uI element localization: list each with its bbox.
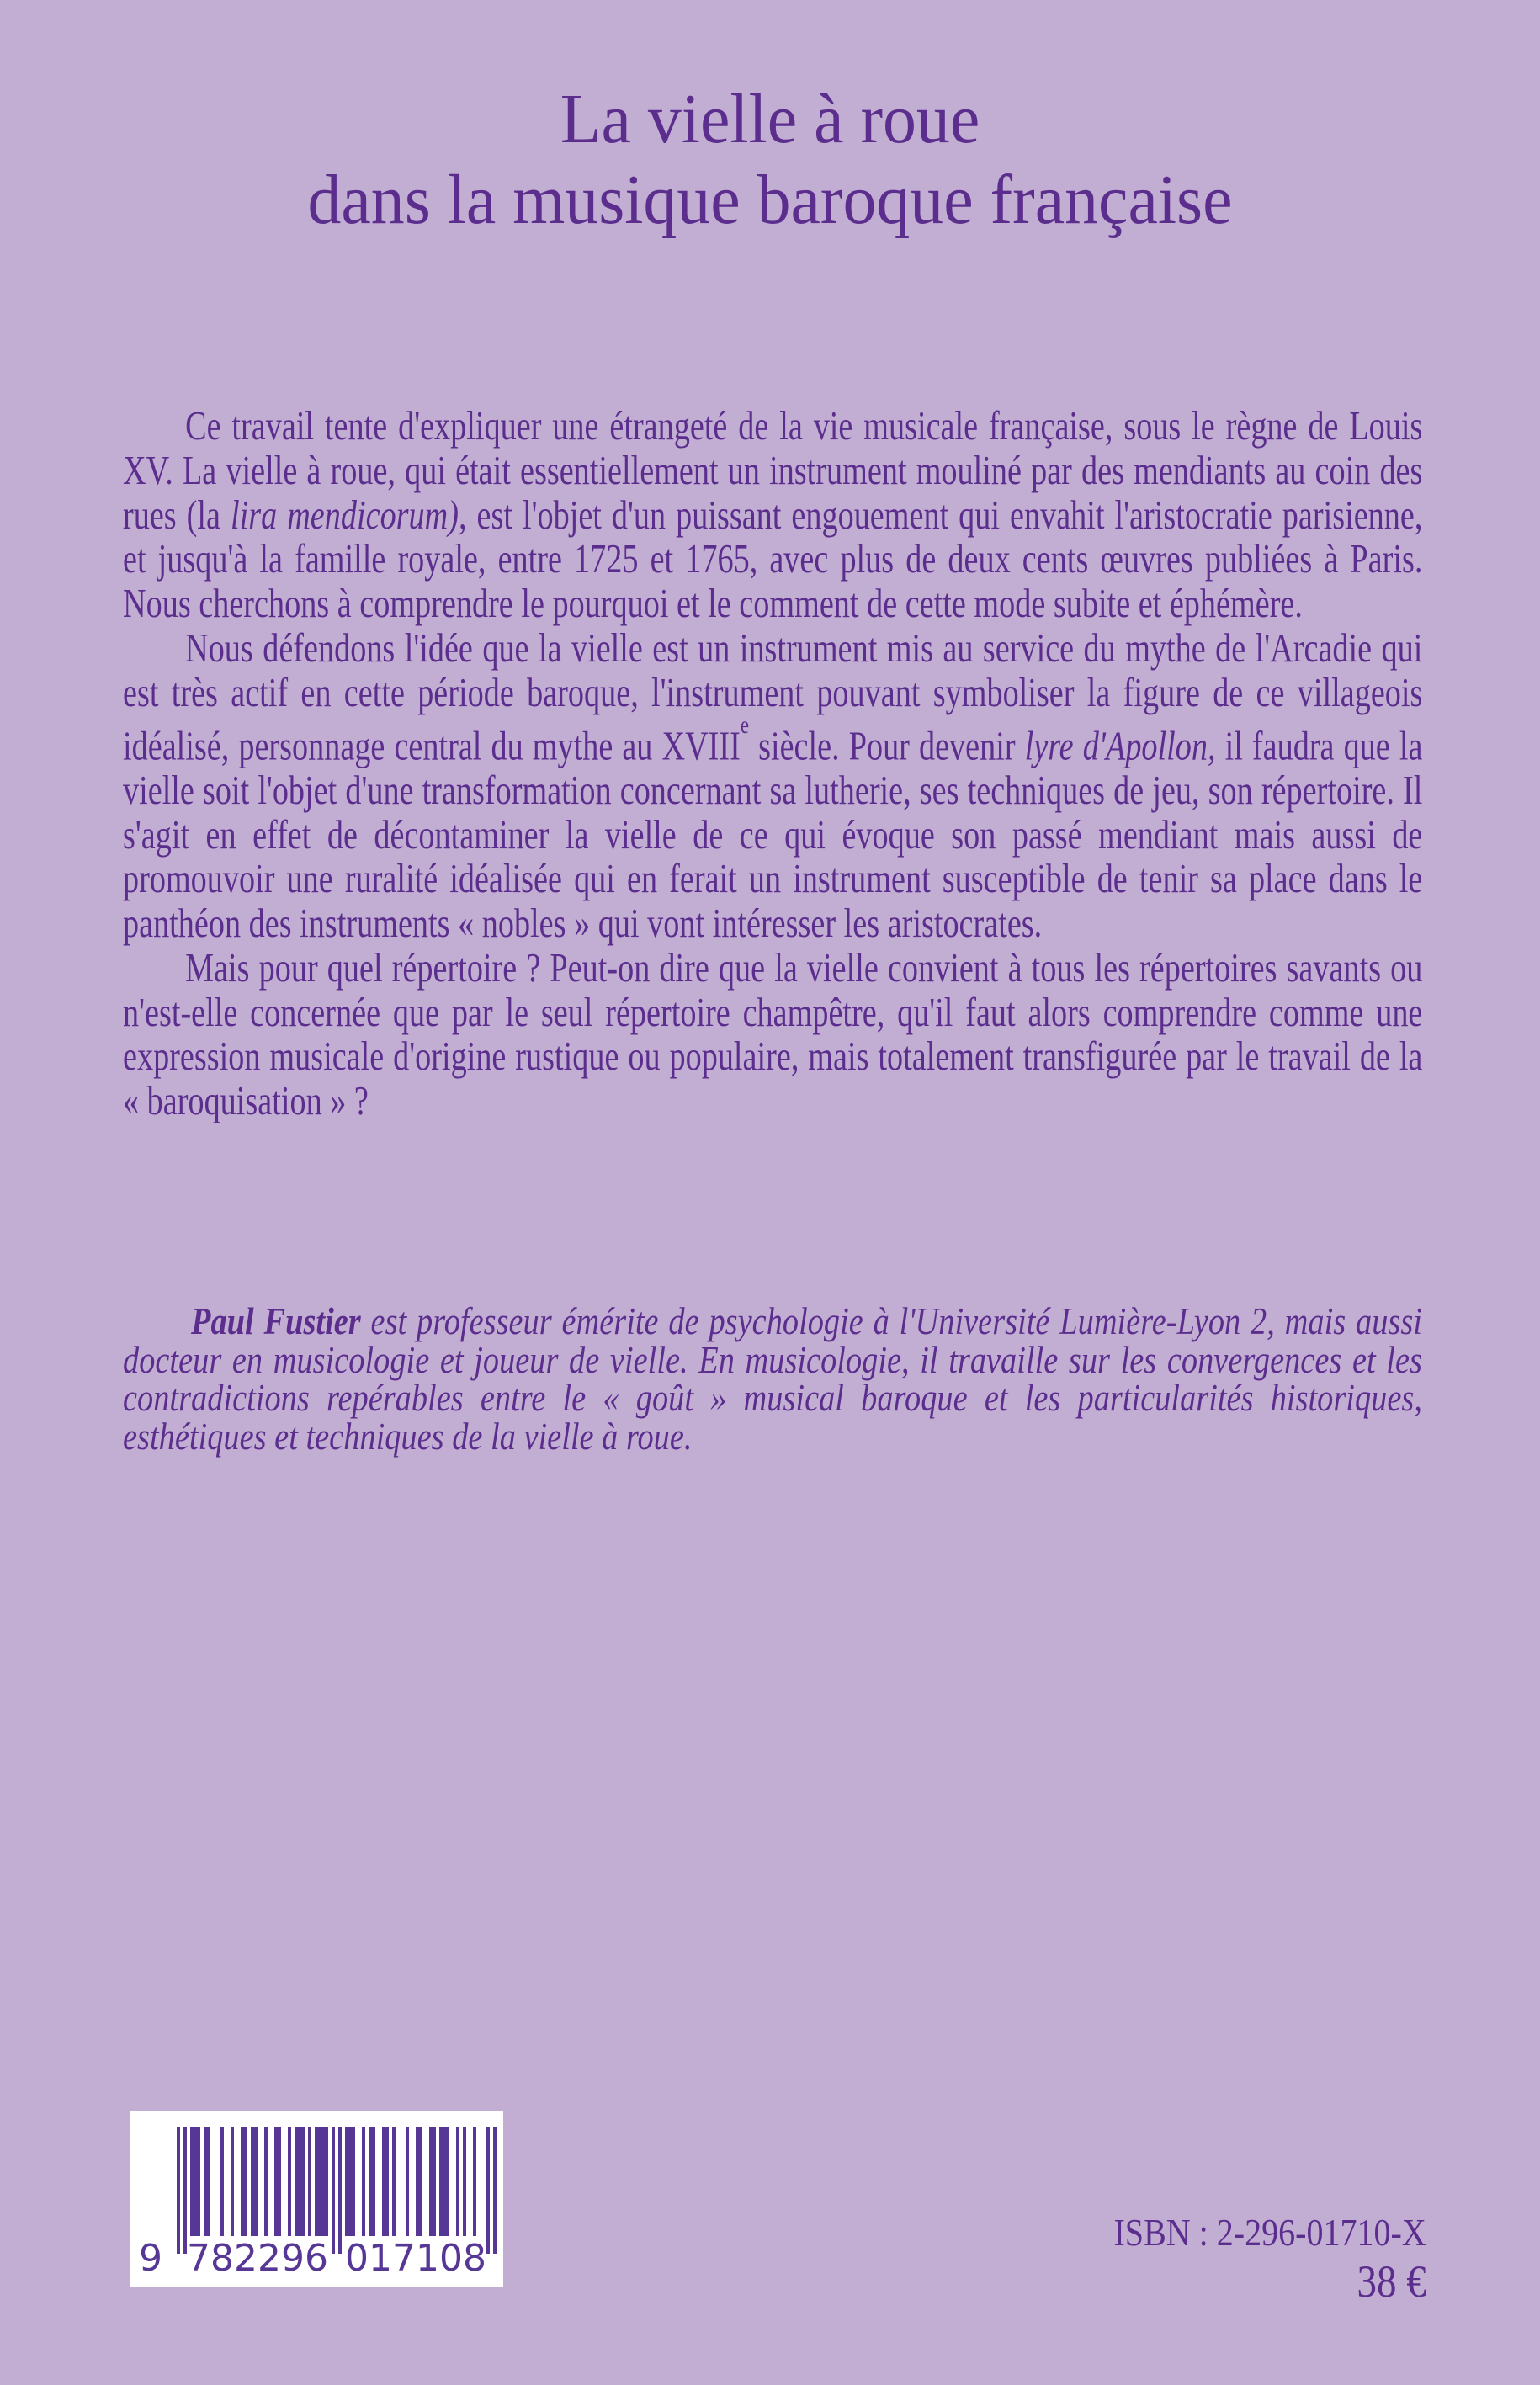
barcode-number (130, 2235, 503, 2281)
book-title-line1: La vielle à roue (560, 80, 980, 158)
synopsis-paragraph-2: Nous défendons l'idée que la vielle est un instrument mis au service du mythe de l'Arcadie qui est très actif en cette période baroque, l'instrument pouvant symboliser la figure de ce villageois idéalisé, personnage central du mythe au XVIIIe siècle. Pour devenir lyre d'Apollon, il faudra que la vielle soit l'objet d'une transformation concernant sa lutherie, ses techniques de jeu, son répertoire. Il s'agit en effet de décontaminer la vielle de ce qui évoque son passé mendiant mais aussi de promouvoir une ruralité idéalisée qui en ferait un instrument susceptible de tenir sa place dans le panthéon des instruments « nobles » qui vont intéresser les aristocrates. (123, 624, 1423, 947)
isbn-text: ISBN : 2-296-01710-X (1113, 2211, 1426, 2254)
book-title-line2: dans la musique baroque française (307, 161, 1233, 239)
author-bio: Paul Fustier est professeur émérite de psychologie à l'Université Lumière-Lyon 2, mais aussi docteur en musicologie et joueur de vielle. En musicologie, il travaille sur les convergences et les contradictions repérables entre le « goût » musical baroque et les particularités historiques, esthétiques et techniques de la vielle à roue. (123, 1300, 1422, 1458)
book-title (39, 79, 1502, 241)
barcode-digit-first: 9 (139, 2237, 162, 2280)
synopsis-paragraph-3: Mais pour quel répertoire ? Peut-on dire que la vielle convient à tous les répertoires savants ou n'est-elle concernée que par le seul répertoire champêtre, qu'il faut alors comprendre comme une expression musicale d'origine rustique ou populaire, mais totalement transfigurée par le travail de la « baroquisation » ? (123, 943, 1423, 1124)
barcode (130, 2111, 503, 2287)
footer (1114, 2210, 1426, 2308)
barcode-digits-right: 017108 (345, 2237, 486, 2280)
price-text: 38 € (1357, 2256, 1426, 2307)
synopsis-paragraph-1: Ce travail tente d'expliquer une étrangeté de la vie musicale française, sous le règne de Louis XV. La vielle à roue, qui était essentiellement un instrument mouliné par des mendiants au coin des rues (la lira mendicorum), est l'objet d'un puissant engouement qui envahit l'aristocratie parisienne, et jusqu'à la famille royale, entre 1725 et 1765, avec plus de deux cents œuvres publiées à Paris. Nous cherchons à comprendre le pourquoi et le comment de cette mode subite et éphémère. (123, 402, 1423, 627)
barcode-digits-left: 782296 (187, 2237, 328, 2280)
synopsis (123, 404, 1422, 1123)
